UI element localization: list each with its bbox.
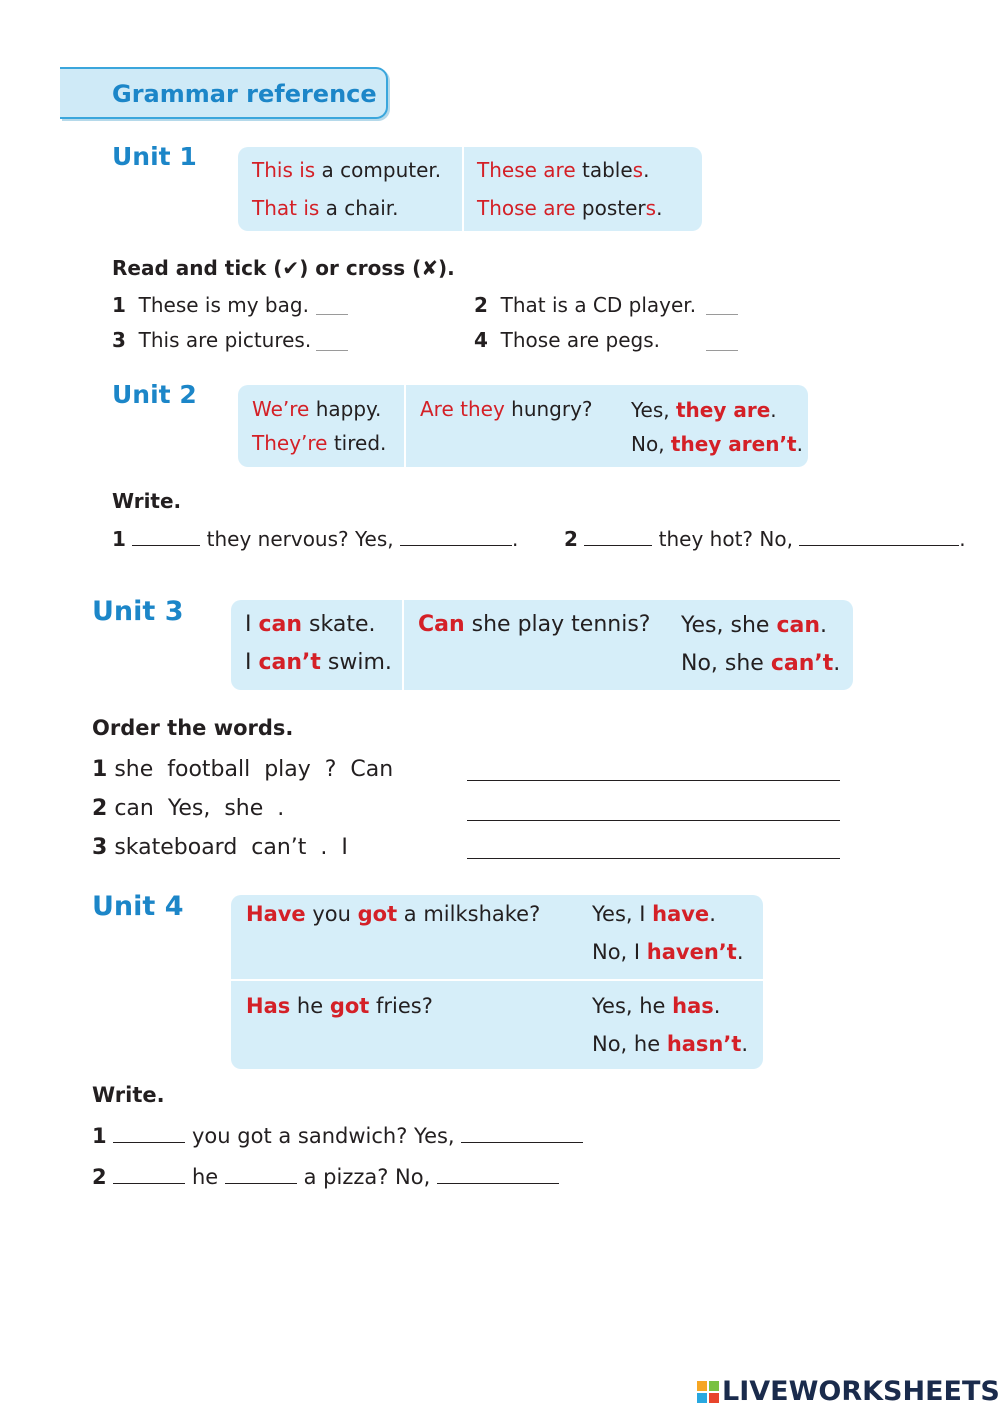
unit-2-label: Unit 2 — [112, 380, 197, 409]
grammar-line: We’re happy. — [252, 397, 382, 421]
grammar-divider — [402, 600, 404, 690]
exercise-item: 1 you got a sandwich? Yes, — [92, 1124, 583, 1148]
grammar-line: No, he hasn’t. — [592, 1032, 749, 1056]
exercise-item: 1 they nervous? Yes, . — [112, 527, 519, 551]
liveworksheets-logo-text: LIVEWORKSHEETS — [722, 1376, 1000, 1407]
exercise-item: 2 they hot? No, . — [564, 527, 966, 551]
unit-3-grammar-box — [231, 600, 853, 690]
unit-3-instruction: Order the words. — [92, 716, 294, 740]
section-header-tab — [60, 67, 388, 119]
grammar-divider — [404, 385, 406, 467]
grammar-line: Are they hungry? — [420, 397, 593, 421]
grammar-line: No, she can’t. — [681, 651, 841, 676]
answer-line[interactable] — [467, 780, 840, 781]
grammar-line: Yes, he has. — [592, 994, 721, 1018]
page-title: Grammar reference — [112, 80, 377, 108]
grammar-line: They’re tired. — [252, 431, 387, 455]
grammar-divider — [462, 147, 464, 231]
grammar-line: I can’t swim. — [245, 650, 392, 675]
exercise-item: 4 Those are pegs. — [474, 328, 661, 352]
answer-blank[interactable] — [706, 336, 738, 351]
answer-blank[interactable] — [132, 545, 200, 546]
answer-blank[interactable] — [437, 1183, 559, 1184]
unit-3-label: Unit 3 — [92, 596, 184, 627]
exercise-item: 2 That is a CD player. — [474, 293, 697, 317]
grammar-divider — [231, 979, 763, 981]
answer-line[interactable] — [467, 820, 840, 821]
unit-4-instruction: Write. — [92, 1083, 165, 1107]
grammar-line: Yes, they are. — [631, 398, 777, 422]
grammar-line: These are tables. — [477, 158, 650, 182]
answer-blank[interactable] — [799, 545, 959, 546]
exercise-item: 2 he a pizza? No, — [92, 1165, 559, 1189]
answer-blank[interactable] — [225, 1183, 297, 1184]
grammar-line: I can skate. — [245, 612, 376, 637]
answer-line[interactable] — [467, 858, 840, 859]
grammar-line: No, they aren’t. — [631, 432, 803, 456]
grammar-line: Can she play tennis? — [418, 612, 651, 637]
grammar-line: That is a chair. — [252, 196, 399, 220]
grammar-line: Yes, I have. — [592, 902, 716, 926]
answer-blank[interactable] — [584, 545, 652, 546]
unit-1-instruction: Read and tick (✔) or cross (✘). — [112, 256, 455, 280]
exercise-item: 1 These is my bag. — [112, 293, 309, 317]
unit-4-grammar-box — [231, 895, 763, 1069]
unit-4-label: Unit 4 — [92, 891, 184, 922]
grammar-line: Have you got a milkshake? — [246, 902, 541, 926]
answer-blank[interactable] — [113, 1142, 185, 1143]
grammar-line: Has he got fries? — [246, 994, 433, 1018]
grammar-line: This is a computer. — [252, 158, 442, 182]
grammar-line: No, I haven’t. — [592, 940, 744, 964]
answer-blank[interactable] — [316, 300, 348, 315]
answer-blank[interactable] — [400, 545, 512, 546]
answer-blank[interactable] — [316, 336, 348, 351]
exercise-item: 3 This are pictures. — [112, 328, 312, 352]
answer-blank[interactable] — [706, 300, 738, 315]
unit-2-grammar-box — [238, 385, 808, 467]
exercise-item: 3 skateboard can’t . I — [92, 835, 348, 860]
unit-1-grammar-box — [238, 147, 702, 231]
unit-1-label: Unit 1 — [112, 142, 197, 171]
answer-blank[interactable] — [113, 1183, 185, 1184]
grammar-line: Those are posters. — [477, 196, 663, 220]
exercise-item: 1 she football play ? Can — [92, 757, 394, 782]
unit-2-instruction: Write. — [112, 489, 182, 513]
exercise-item: 2 can Yes, she . — [92, 796, 285, 821]
answer-blank[interactable] — [461, 1142, 583, 1143]
liveworksheets-logo-icon — [697, 1381, 719, 1403]
grammar-line: Yes, she can. — [681, 613, 827, 638]
